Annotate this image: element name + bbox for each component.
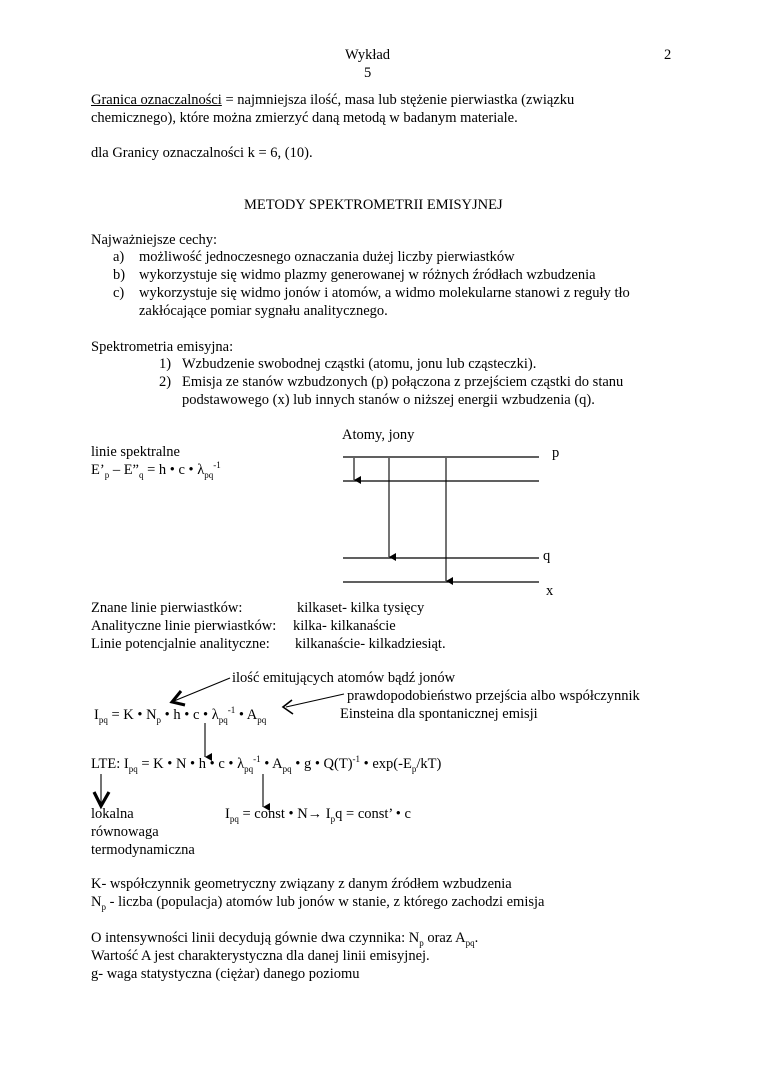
definition-line-2: chemicznego), które można zmierzyć daną metodą w badanym materiale. <box>91 110 518 126</box>
spectral-lines-label: linie spektralne <box>91 444 180 460</box>
definition-term: Granica oznaczalności <box>91 92 222 108</box>
feature-text: możliwość jednoczesnego oznaczania dużej liczby pierwiastków <box>139 249 515 265</box>
annotation-atoms: ilość emitujących atomów bądź jonów <box>232 670 456 686</box>
diagram-title: Atomy, jony <box>342 427 415 443</box>
lines-label: Linie potencjalnie analityczne: <box>91 636 270 652</box>
annotation-arrow <box>174 678 230 701</box>
lines-value: kilkanaście- kilkadziesiąt. <box>295 636 446 652</box>
definition-text: najmniejsza ilość, masa lub stężenie pierwiastka (związku <box>237 92 575 108</box>
lines-label: Analityczne linie pierwiastków: <box>91 618 277 634</box>
np-definition: $N_p$ - liczba (populacja) atomów lub jonów w stanie, z którego zachodzi emisja <box>91 894 545 912</box>
feature-text: wykorzystuje się widmo plazmy generowanej w różnych źródłach wzbudzenia <box>139 267 596 283</box>
intensity-formula: $I_{pq} = K$ • $N_p$ • h • c • $\lambda_{pq}^{-1}$ • $A_{pq}$ <box>94 705 267 725</box>
lines-label: Znane linie pierwiastków: <box>91 600 243 616</box>
feature-marker: b) <box>113 267 126 283</box>
level-label-x: x <box>546 583 554 599</box>
level-label-p: p <box>552 445 560 461</box>
lte-note-line: lokalna <box>91 806 134 822</box>
definition-line-1: Granica oznaczalności = najmniejsza ilość, masa lub stężenie pierwiastka (związku <box>91 92 575 108</box>
page-number: 2 <box>664 47 672 63</box>
step-text-continued: podstawowego (x) lub innych stanów o niższej energii wzbudzenia (q). <box>182 392 595 408</box>
a-value-note: Wartość A jest charakterystyczna dla danej linii emisyjnej. <box>91 948 430 964</box>
lte-formula: LTE: $I_{pq} = K$ • N • h • c • $\lambda_{pq}^{-1}$ • $A_{pq}$ • g • $Q(T)^{-1}$ • $\exp(-E_p/kT)$ <box>91 754 442 774</box>
lecture-number: 5 <box>364 65 372 81</box>
const-formula: $I_{pq}$ = const • $N\to I_pq$ = const’ • c <box>225 806 411 824</box>
step-text: Wzbudzenie swobodnej cząstki (atomu, jonu lub cząsteczki). <box>182 356 537 372</box>
features-heading: Najważniejsze cechy: <box>91 232 217 248</box>
k-value-line: dla Granicy oznaczalności k = 6, (10). <box>91 145 313 161</box>
feature-marker: c) <box>113 285 125 301</box>
lte-note-line: termodynamiczna <box>91 842 195 858</box>
lines-value: kilkaset- kilka tysięcy <box>297 600 425 616</box>
step-text: Emisja ze stanów wzbudzonych (p) połączona z przejściem cząstki do stanu <box>182 374 624 390</box>
step-marker: 1) <box>159 356 172 372</box>
annotation-arrowhead <box>172 691 185 705</box>
intensity-factors: O intensywności linii decydują gównie dwa czynnika: $N_p$ oraz $A_{pq}$. <box>91 930 479 948</box>
step-marker: 2) <box>159 374 172 390</box>
feature-text: wykorzystuje się widmo jonów i atomów, a widmo molekularne stanowi z reguły tło <box>139 285 630 301</box>
lecture-title: Wykład <box>345 47 391 63</box>
annotation-einstein: Einsteina dla spontanicznej emisji <box>340 706 538 722</box>
feature-text-continued: zakłócające pomiar sygnału analitycznego. <box>139 303 388 319</box>
lines-value: kilka- kilkanaście <box>293 618 396 634</box>
level-label-q: q <box>543 548 551 564</box>
annotation-arrow <box>286 694 344 707</box>
g-definition: g- waga statystyczna (ciężar) danego poziomu <box>91 966 360 982</box>
energy-formula: $E’_p$ – $E”_q = h$ • c • $\lambda_{pq}^{-1}$ <box>91 460 221 480</box>
spectrometry-heading: Spektrometria emisyjna: <box>91 339 234 355</box>
lte-note-line: równowaga <box>91 824 159 840</box>
k-definition: K- współczynnik geometryczny związany z danym źródłem wzbudzenia <box>91 876 512 892</box>
annotation-probability: prawdopodobieństwo przejścia albo współczynnik <box>347 688 640 704</box>
feature-marker: a) <box>113 249 125 265</box>
section-title: METODY SPEKTROMETRII EMISYJNEJ <box>244 197 503 213</box>
